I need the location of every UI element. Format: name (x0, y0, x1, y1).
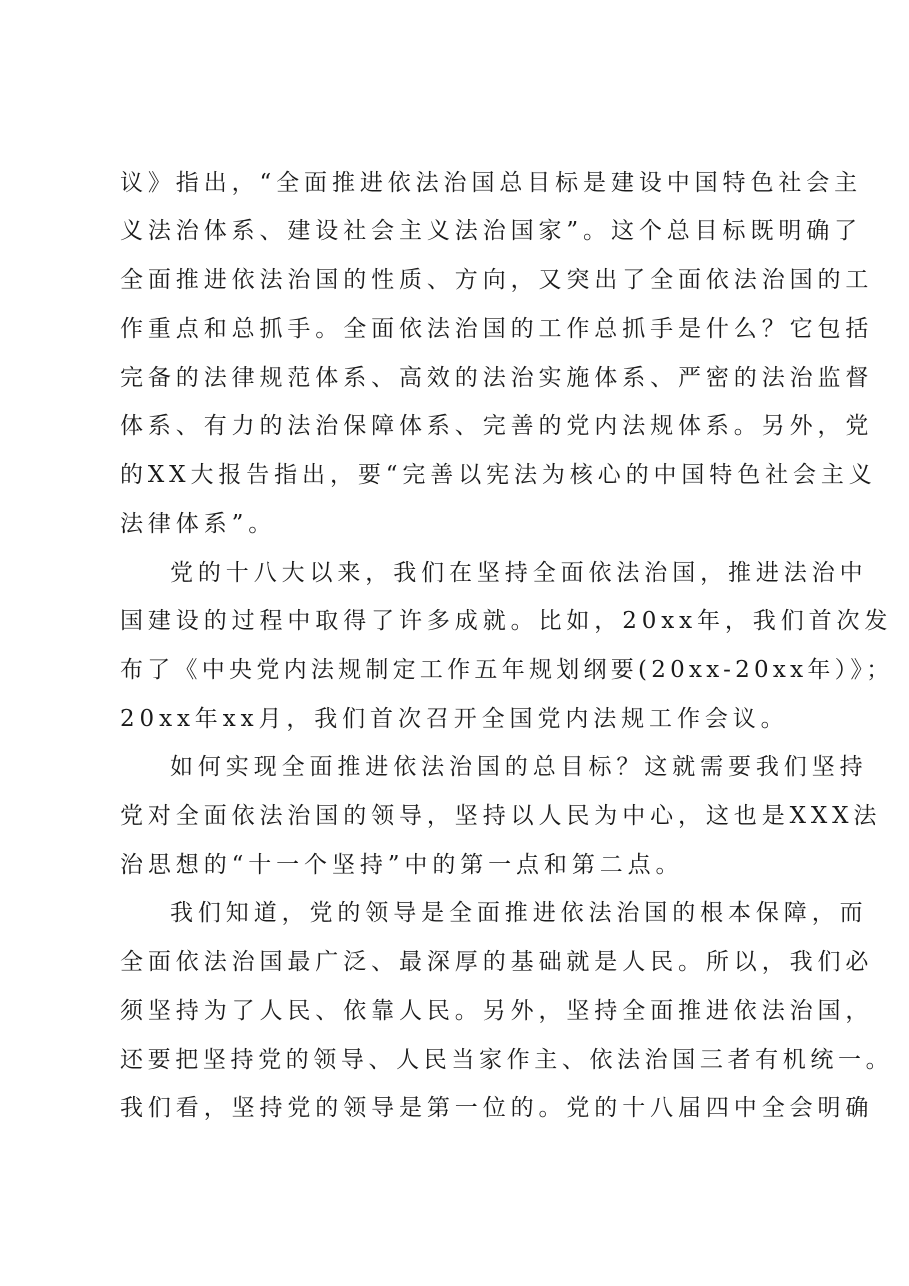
text-line: 国建设的过程中取得了许多成就。比如，20xx年，我们首次发 (120, 608, 893, 634)
text-line: 治思想的“十一个坚持”中的第一点和第二点。 (120, 852, 684, 878)
text-line: 全面依法治国最广泛、最深厚的基础就是人民。所以，我们必 (120, 949, 874, 975)
text-line: 体系、有力的法治保障体系、完善的党内法规体系。另外，党 (120, 413, 874, 439)
text-line: 须坚持为了人民、依靠人民。另外，坚持全面推进依法治国， (120, 998, 874, 1024)
text-line: 义法治体系、建设社会主义法治国家”。这个总目标既明确了 (120, 218, 863, 244)
text-line: 完备的法律规范体系、高效的法治实施体系、严密的法治监督 (120, 365, 874, 391)
text-line: 20xx年xx月，我们首次召开全国党内法规工作会议。 (120, 706, 789, 732)
text-line: 议》指出，“全面推进依法治国总目标是建设中国特色社会主 (120, 170, 863, 196)
text-line: 党对全面依法治国的领导，坚持以人民为中心，这也是XXX法 (120, 803, 882, 829)
text-line: 的XX大报告指出，要“完善以宪法为核心的中国特色社会主义 (120, 462, 877, 488)
text-line: 作重点和总抓手。全面依法治国的工作总抓手是什么？它包括 (120, 316, 874, 342)
text-line: 我们看，坚持党的领导是第一位的。党的十八届四中全会明确 (120, 1095, 874, 1121)
text-line: 我们知道，党的领导是全面推进依法治国的根本保障，而 (170, 900, 868, 926)
text-line: 全面推进依法治国的性质、方向，又突出了全面依法治国的工 (120, 267, 874, 293)
text-line: 还要把坚持党的领导、人民当家作主、依法治国三者有机统一。 (120, 1047, 894, 1073)
text-line: 法律体系”。 (120, 511, 277, 537)
text-line: 布了《中央党内法规制定工作五年规划纲要(20xx-20xx年）》； (120, 657, 894, 683)
text-line: 如何实现全面推进依法治国的总目标？这就需要我们坚持 (170, 754, 868, 780)
text-line: 党的十八大以来，我们在坚持全面依法治国，推进法治中 (170, 560, 868, 586)
